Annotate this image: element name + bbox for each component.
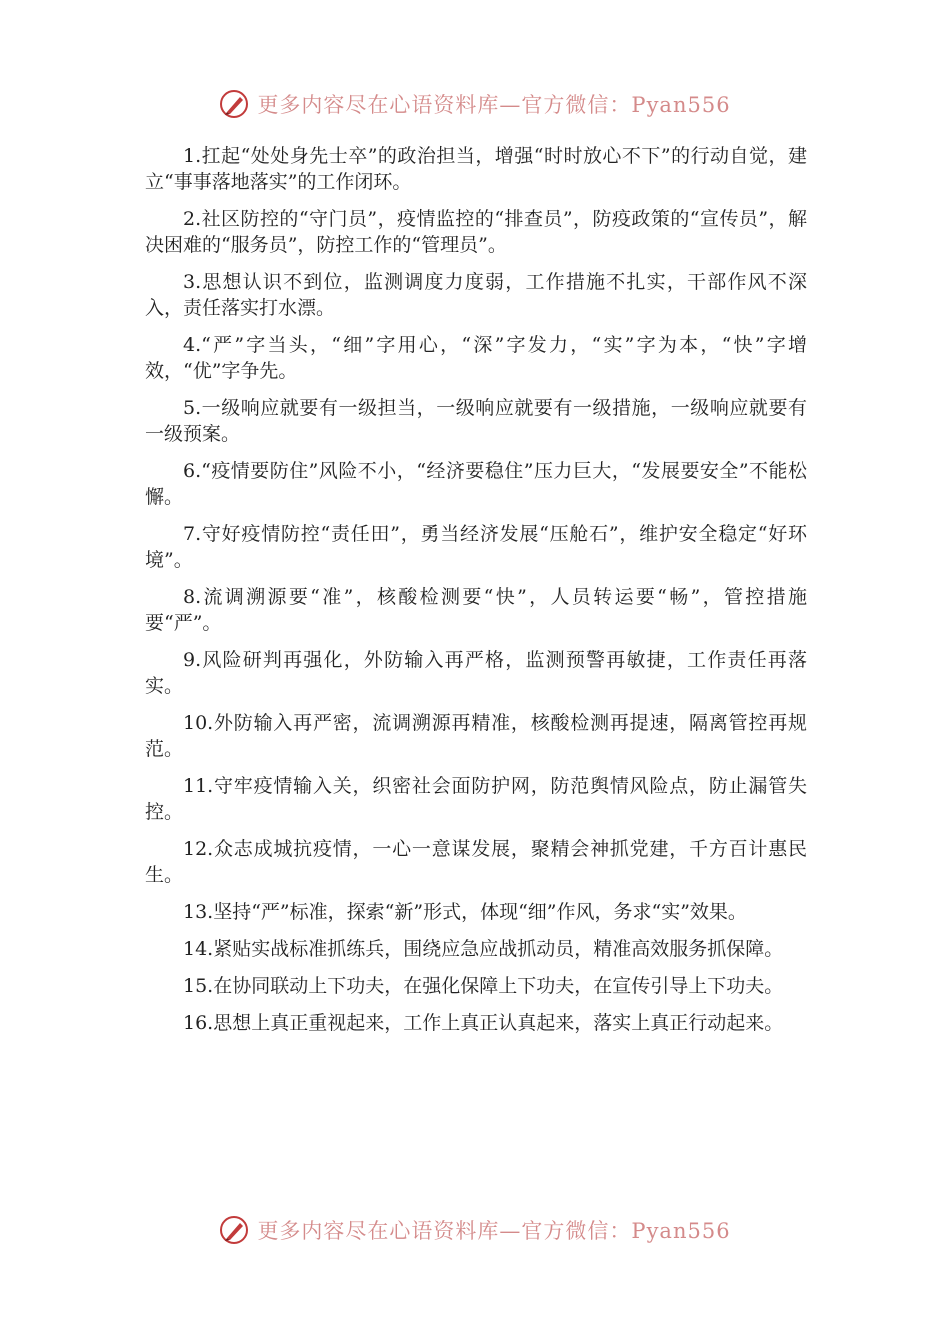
list-item: 10.外防输入再严密，流调溯源再精准，核酸检测再提速，隔离管控再规范。 (145, 712, 807, 760)
document-body (145, 143, 807, 1047)
quill-pen-logo-icon (219, 1215, 249, 1245)
list-item: 8.流调溯源要“准”，核酸检测要“快”，人员转运要“畅”，管控措施要“严”。 (145, 586, 807, 634)
header-banner (0, 84, 950, 124)
list-item: 3.思想认识不到位，监测调度力度弱，工作措施不扎实，干部作风不深入，责任落实打水漂。 (145, 271, 807, 319)
list-item: 7.守好疫情防控“责任田”，勇当经济发展“压舱石”，维护安全稳定“好环境”。 (145, 523, 807, 571)
list-item: 4.“严”字当头，“细”字用心，“深”字发力，“实”字为本，“快”字增效，“优”字争先。 (145, 334, 807, 382)
header-text: 更多内容尽在心语资料库—官方微信：Pyan556 (257, 93, 731, 117)
list-item: 16.思想上真正重视起来，工作上真正认真起来，落实上真正行动起来。 (183, 1012, 784, 1034)
footer-banner (0, 1210, 950, 1250)
footer-text: 更多内容尽在心语资料库—官方微信：Pyan556 (257, 1219, 731, 1243)
quill-pen-logo-icon (219, 89, 249, 119)
list-item: 9.风险研判再强化，外防输入再严格，监测预警再敏捷，工作责任再落实。 (145, 649, 807, 697)
list-item: 14.紧贴实战标准抓练兵，围绕应急应战抓动员，精准高效服务抓保障。 (183, 938, 784, 960)
list-item: 5.一级响应就要有一级担当，一级响应就要有一级措施，一级响应就要有一级预案。 (145, 397, 807, 445)
list-item: 13.坚持“严”标准，探索“新”形式，体现“细”作风，务求“实”效果。 (183, 901, 747, 923)
list-item: 6.“疫情要防住”风险不小，“经济要稳住”压力巨大，“发展要安全”不能松懈。 (145, 460, 807, 508)
list-item: 1.扛起“处处身先士卒”的政治担当，增强“时时放心不下”的行动自觉，建立“事事落地落实”的工作闭环。 (145, 145, 807, 193)
list-item: 15.在协同联动上下功夫，在强化保障上下功夫，在宣传引导上下功夫。 (183, 975, 784, 997)
list-item: 2.社区防控的“守门员”，疫情监控的“排查员”，防疫政策的“宣传员”，解决困难的“服务员”，防控工作的“管理员”。 (145, 208, 807, 256)
list-item: 11.守牢疫情输入关，织密社会面防护网，防范舆情风险点，防止漏管失控。 (145, 775, 807, 823)
list-item: 12.众志成城抗疫情，一心一意谋发展，聚精会神抓党建，千方百计惠民生。 (145, 838, 807, 886)
